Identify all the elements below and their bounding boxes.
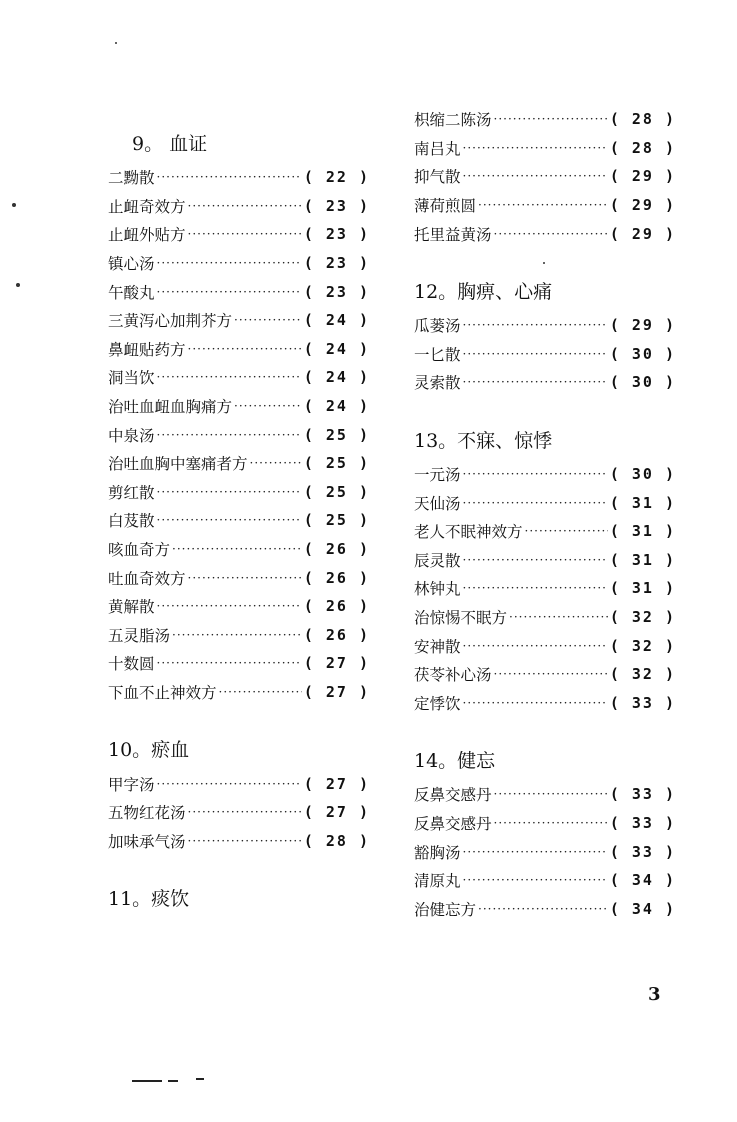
scan-mark	[196, 1078, 204, 1080]
entry-title: 托里益黄汤	[414, 225, 492, 244]
entry-page-ref: ( 26 )	[303, 597, 370, 616]
toc-entry	[108, 192, 370, 221]
entry-page-ref: ( 26 )	[303, 540, 370, 559]
dot-leader	[188, 227, 302, 241]
dot-leader	[463, 873, 608, 887]
toc-entry	[414, 311, 676, 340]
dot-leader	[478, 902, 608, 916]
dot-leader	[219, 685, 302, 699]
entry-title: 定悸饮	[414, 694, 461, 713]
section-heading: 13。不寐、惊悸	[414, 429, 553, 452]
entry-page-ref: ( 27 )	[303, 774, 370, 793]
dot-leader	[157, 370, 302, 384]
entry-page-ref: ( 25 )	[303, 425, 370, 444]
entry-page-ref: ( 24 )	[303, 339, 370, 358]
entry-title: 五物红花汤	[108, 804, 186, 823]
entry-page-ref: ( 32 )	[609, 608, 676, 627]
toc-entry	[414, 894, 676, 923]
dot-leader	[463, 318, 608, 332]
entry-title: 治惊惕不眠方	[414, 609, 508, 628]
toc-left-column	[108, 128, 370, 918]
dot-leader	[157, 428, 302, 442]
toc-entry	[108, 769, 370, 798]
dot-leader	[157, 656, 302, 670]
entry-page-ref: ( 29 )	[609, 316, 676, 335]
dot-leader	[157, 777, 302, 791]
entry-title: 枳缩二陈汤	[414, 111, 492, 130]
entry-title: 老人不眠神效方	[414, 523, 523, 542]
entry-page-ref: ( 23 )	[303, 282, 370, 301]
scan-speck	[12, 203, 16, 207]
entry-title: 止衄奇效方	[108, 197, 186, 216]
entry-page-ref: ( 24 )	[303, 311, 370, 330]
entry-page-ref: ( 23 )	[303, 225, 370, 244]
dot-leader	[463, 141, 608, 155]
dot-leader	[250, 456, 302, 470]
entry-title: 反鼻交感丹	[414, 814, 492, 833]
entry-page-ref: ( 31 )	[609, 550, 676, 569]
entry-title: 治吐血衄血胸痛方	[108, 398, 233, 417]
section-heading: 12。胸痹、心痛	[414, 280, 553, 303]
toc-entry	[108, 420, 370, 449]
dot-leader	[525, 524, 608, 538]
toc-entry	[108, 798, 370, 827]
entry-title: 瓜蒌汤	[414, 317, 461, 336]
dot-leader	[463, 375, 608, 389]
entry-title: 安神散	[414, 637, 461, 656]
dot-leader	[494, 667, 608, 681]
entry-page-ref: ( 23 )	[303, 254, 370, 273]
dot-leader	[188, 805, 302, 819]
section-gap	[414, 248, 676, 268]
entry-page-ref: ( 31 )	[609, 522, 676, 541]
dot-leader	[463, 169, 608, 183]
entry-title: 辰灵散	[414, 551, 461, 570]
entry-page-ref: ( 25 )	[303, 482, 370, 501]
toc-entry	[108, 506, 370, 535]
entry-page-ref: ( 33 )	[609, 785, 676, 804]
entry-page-ref: ( 25 )	[303, 511, 370, 530]
scan-mark	[132, 1080, 162, 1082]
entry-title: 一匕散	[414, 345, 461, 364]
entry-title: 五灵脂汤	[108, 626, 171, 645]
toc-entry	[414, 866, 676, 895]
entry-page-ref: ( 25 )	[303, 454, 370, 473]
toc-right-column	[414, 105, 676, 923]
entry-page-ref: ( 29 )	[609, 167, 676, 186]
entry-page-ref: ( 29 )	[609, 224, 676, 243]
entry-page-ref: ( 28 )	[609, 110, 676, 129]
entry-title: 清原丸	[414, 872, 461, 891]
entry-page-ref: ( 30 )	[609, 373, 676, 392]
toc-entry	[108, 392, 370, 421]
dot-leader	[463, 347, 608, 361]
entry-page-ref: ( 27 )	[303, 682, 370, 701]
section-heading: 14。健忘	[414, 750, 496, 773]
entry-title: 洞当饮	[108, 369, 155, 388]
dot-leader	[463, 845, 608, 859]
page-number: 3	[648, 984, 661, 1005]
entry-title: 鼻衄贴药方	[108, 340, 186, 359]
entry-page-ref: ( 34 )	[609, 871, 676, 890]
entry-page-ref: ( 27 )	[303, 654, 370, 673]
entry-page-ref: ( 31 )	[609, 493, 676, 512]
section-gap	[414, 717, 676, 737]
toc-entry	[108, 678, 370, 707]
toc-entry	[414, 660, 676, 689]
entry-page-ref: ( 27 )	[303, 803, 370, 822]
toc-entry	[108, 478, 370, 507]
entry-page-ref: ( 31 )	[609, 579, 676, 598]
dot-leader	[157, 485, 302, 499]
entry-title: 一元汤	[414, 466, 461, 485]
toc-entry	[108, 649, 370, 678]
entry-page-ref: ( 26 )	[303, 568, 370, 587]
entry-title: 白芨散	[108, 512, 155, 531]
toc-entry	[108, 449, 370, 478]
dot-leader	[463, 696, 608, 710]
entry-title: 三黄泻心加荆芥方	[108, 312, 233, 331]
dot-leader	[157, 170, 302, 184]
dot-leader	[188, 571, 302, 585]
toc-entry	[414, 105, 676, 134]
scan-mark	[168, 1080, 178, 1082]
toc-entry	[414, 191, 676, 220]
dot-leader	[478, 198, 608, 212]
entry-page-ref: ( 28 )	[609, 138, 676, 157]
entry-title: 南吕丸	[414, 139, 461, 158]
dot-leader	[157, 256, 302, 270]
entry-title: 止衄外贴方	[108, 226, 186, 245]
toc-entry	[414, 134, 676, 163]
dot-leader	[509, 610, 608, 624]
entry-page-ref: ( 28 )	[303, 831, 370, 850]
section-gap	[108, 855, 370, 875]
toc-entry	[414, 631, 676, 660]
toc-entry	[108, 363, 370, 392]
section-heading: 10。瘀血	[108, 739, 190, 762]
toc-entry	[108, 220, 370, 249]
entry-title: 黄解散	[108, 598, 155, 617]
entry-title: 午酸丸	[108, 283, 155, 302]
entry-title: 十数圆	[108, 655, 155, 674]
entry-title: 咳血奇方	[108, 541, 171, 560]
section-gap	[414, 397, 676, 417]
entry-page-ref: ( 34 )	[609, 899, 676, 918]
toc-entry	[414, 689, 676, 718]
dot-leader	[234, 313, 302, 327]
dot-leader	[188, 199, 302, 213]
entry-page-ref: ( 30 )	[609, 465, 676, 484]
entry-title: 薄荷煎圆	[414, 197, 477, 216]
entry-title: 吐血奇效方	[108, 569, 186, 588]
dot-leader	[463, 581, 608, 595]
entry-title: 镇心汤	[108, 255, 155, 274]
dot-leader	[463, 553, 608, 567]
dot-leader	[188, 834, 302, 848]
toc-entry	[108, 563, 370, 592]
toc-entry	[414, 368, 676, 397]
entry-page-ref: ( 23 )	[303, 196, 370, 215]
toc-entry	[414, 460, 676, 489]
dot-leader	[494, 816, 608, 830]
dot-leader	[157, 513, 302, 527]
entry-title: 下血不止神效方	[108, 683, 217, 702]
toc-entry	[414, 809, 676, 838]
entry-title: 加味承气汤	[108, 832, 186, 851]
scan-speck	[16, 283, 20, 287]
entry-page-ref: ( 24 )	[303, 368, 370, 387]
entry-page-ref: ( 22 )	[303, 168, 370, 187]
toc-entry	[414, 780, 676, 809]
scan-speck	[543, 262, 545, 264]
dot-leader	[234, 399, 302, 413]
section-heading: 11。痰饮	[108, 888, 190, 911]
entry-title: 天仙汤	[414, 494, 461, 513]
entry-title: 豁胸汤	[414, 843, 461, 862]
toc-entry	[414, 488, 676, 517]
toc-entry	[414, 340, 676, 369]
toc-entry	[414, 162, 676, 191]
entry-page-ref: ( 29 )	[609, 196, 676, 215]
entry-page-ref: ( 33 )	[609, 693, 676, 712]
entry-title: 中泉汤	[108, 426, 155, 445]
toc-entry	[414, 603, 676, 632]
entry-title: 茯苓补心汤	[414, 666, 492, 685]
entry-title: 灵索散	[414, 374, 461, 393]
dot-leader	[463, 467, 608, 481]
toc-entry	[414, 546, 676, 575]
toc-entry	[108, 826, 370, 855]
entry-page-ref: ( 33 )	[609, 842, 676, 861]
toc-entry	[414, 219, 676, 248]
toc-entry	[108, 306, 370, 335]
dot-leader	[463, 639, 608, 653]
toc-entry	[108, 335, 370, 364]
entry-page-ref: ( 24 )	[303, 397, 370, 416]
toc-entry	[108, 621, 370, 650]
dot-leader	[172, 628, 302, 642]
dot-leader	[494, 112, 608, 126]
entry-title: 甲字汤	[108, 775, 155, 794]
entry-title: 二黝散	[108, 169, 155, 188]
entry-page-ref: ( 32 )	[609, 665, 676, 684]
entry-title: 反鼻交感丹	[414, 786, 492, 805]
toc-entry	[108, 592, 370, 621]
dot-leader	[463, 496, 608, 510]
toc-entry	[414, 574, 676, 603]
entry-page-ref: ( 32 )	[609, 636, 676, 655]
toc-entry	[414, 837, 676, 866]
section-heading: 9。 血证	[132, 133, 208, 155]
dot-leader	[494, 787, 608, 801]
dot-leader	[157, 599, 302, 613]
entry-title: 林钟丸	[414, 580, 461, 599]
section-gap	[108, 706, 370, 726]
entry-page-ref: ( 30 )	[609, 344, 676, 363]
dot-leader	[172, 542, 302, 556]
entry-page-ref: ( 26 )	[303, 625, 370, 644]
dot-leader	[157, 285, 302, 299]
toc-entry	[414, 517, 676, 546]
toc-entry	[108, 535, 370, 564]
toc-entry	[108, 249, 370, 278]
toc-entry	[108, 163, 370, 192]
entry-title: 治吐血胸中塞痛者方	[108, 455, 248, 474]
entry-title: 剪红散	[108, 483, 155, 502]
dot-leader	[188, 342, 302, 356]
toc-entry	[108, 277, 370, 306]
entry-title: 治健忘方	[414, 900, 477, 919]
dot-leader	[494, 227, 608, 241]
entry-title: 抑气散	[414, 168, 461, 187]
entry-page-ref: ( 33 )	[609, 813, 676, 832]
scan-speck	[115, 42, 117, 44]
